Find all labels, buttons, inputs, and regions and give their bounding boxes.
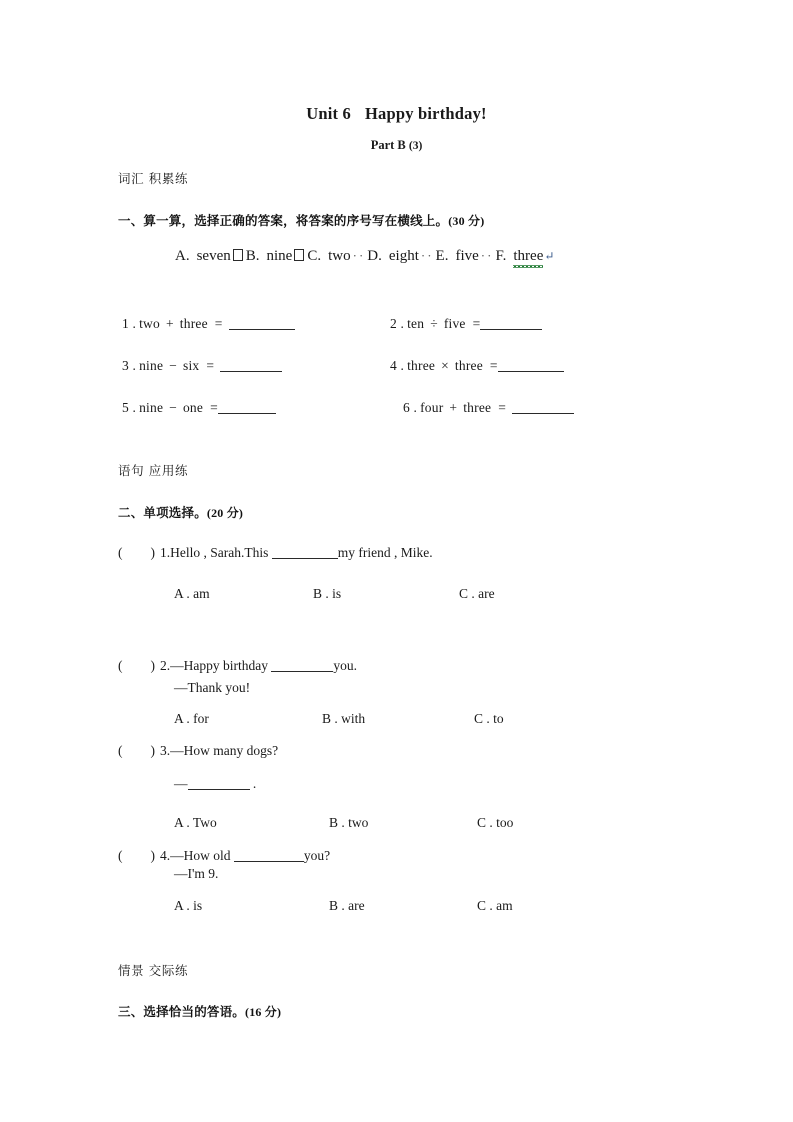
math-problem-1-number: 1 .: [122, 316, 137, 331]
page-title: [0, 104, 793, 124]
math-problem-1-operator: +: [165, 316, 174, 331]
question-2-text-after: you.: [333, 658, 357, 673]
question-1-option-c[interactable]: C . are: [459, 586, 495, 601]
title-main: Happy birthday!: [365, 104, 487, 123]
question-1-number: 1.: [160, 545, 171, 560]
option-bank-word-f: three: [513, 248, 544, 264]
question-4-option-c[interactable]: C . am: [477, 898, 513, 913]
question-3-option-b[interactable]: B . two: [329, 815, 369, 830]
missing-glyph-box-icon: [233, 249, 243, 261]
question-2-number: 2.: [160, 658, 171, 673]
question-2-answer-bracket[interactable]: ( ): [118, 658, 155, 673]
section-three-heading: [118, 1002, 281, 1020]
question-3-period: .: [249, 776, 257, 791]
math-problem-6-operator: +: [449, 400, 458, 415]
math-problem-4-number: 4 .: [390, 358, 405, 373]
band-label-vocabulary: 词汇 积累练: [118, 171, 189, 186]
section-one-points: (30 分): [448, 214, 485, 228]
math-problem-6-number: 6 .: [403, 400, 418, 415]
math-problem-1-operand-b: three: [179, 316, 208, 331]
option-bank-word-c: two: [328, 248, 351, 264]
question-1-blank[interactable]: [272, 558, 338, 559]
math-problem-5-answer-blank[interactable]: [218, 413, 276, 414]
question-2-option-b[interactable]: B . with: [322, 711, 366, 726]
math-problem-2-operand-a: ten: [407, 316, 425, 331]
section-one-heading: [118, 211, 484, 229]
option-bank-word-b: nine: [266, 248, 293, 264]
math-problem-4-operand-a: three: [407, 358, 436, 373]
option-bank-letter-b: B.: [245, 248, 260, 264]
math-problem-3-operand-b: six: [182, 358, 200, 373]
space-mark-icon: ··: [420, 248, 434, 263]
question-3-second-line: [174, 776, 256, 792]
math-problem-6-equals: =: [498, 400, 507, 415]
option-bank: [175, 248, 554, 265]
math-problem-5-number: 5 .: [122, 400, 137, 415]
option-bank-item-a: [175, 248, 231, 264]
math-problem-5-operator: −: [169, 400, 177, 415]
question-4-text-before: —How old: [170, 848, 234, 863]
title-unit: Unit 6: [306, 104, 351, 123]
question-1-text-before: Hello , Sarah.This: [170, 545, 272, 560]
question-4-blank[interactable]: [234, 861, 304, 862]
math-problem-4: [390, 358, 564, 374]
section-three-points: (16 分): [245, 1005, 282, 1019]
question-4-answer-bracket[interactable]: ( ): [118, 848, 155, 863]
question-4-option-b[interactable]: B . are: [329, 898, 365, 913]
question-1-option-a[interactable]: A . am: [174, 586, 210, 601]
question-3-dash: —: [174, 776, 188, 791]
math-problem-2-operand-b: five: [443, 316, 466, 331]
option-bank-item-c: [307, 248, 350, 264]
space-mark-icon: ··: [480, 248, 494, 263]
section-two-heading-text: 二、单项选择。: [118, 505, 207, 520]
math-problem-3-operand-a: nine: [139, 358, 164, 373]
question-1-answer-bracket[interactable]: ( ): [118, 545, 155, 560]
space-mark-icon: ··: [352, 248, 366, 263]
option-bank-word-e: five: [455, 248, 479, 264]
math-problem-3-operator: −: [169, 358, 177, 373]
math-problem-1: [122, 316, 295, 332]
subtitle-number: (3): [408, 140, 423, 152]
math-problem-4-answer-blank[interactable]: [498, 371, 564, 372]
option-bank-item-d: [367, 248, 419, 264]
math-problem-4-equals: =: [489, 358, 498, 373]
question-4-second-line: —I'm 9.: [174, 866, 219, 881]
question-2-text-before: —Happy birthday: [170, 658, 272, 673]
subtitle-part: Part B: [370, 138, 406, 152]
question-3-blank[interactable]: [188, 789, 250, 790]
math-problem-6: [403, 400, 574, 416]
question-4-number: 4.: [160, 848, 171, 863]
math-problem-5-operand-a: nine: [139, 400, 164, 415]
question-3-stem: [118, 743, 278, 759]
math-problem-2: [390, 316, 542, 332]
question-4-stem: [118, 848, 330, 864]
option-bank-letter-a: A.: [175, 248, 190, 264]
question-3-number: 3.: [160, 743, 171, 758]
band-label-sentences: 语句 应用练: [118, 463, 189, 478]
math-problem-3-answer-blank[interactable]: [220, 371, 282, 372]
math-problem-3-number: 3 .: [122, 358, 137, 373]
math-problem-6-operand-a: four: [420, 400, 444, 415]
math-problem-1-answer-blank[interactable]: [229, 329, 295, 330]
option-bank-letter-c: C.: [307, 248, 322, 264]
question-3-text-before: —How many dogs?: [170, 743, 279, 758]
question-2-blank[interactable]: [271, 671, 333, 672]
option-bank-item-b: [246, 248, 293, 264]
question-4-option-a[interactable]: A . is: [174, 898, 203, 913]
option-bank-item-f: [495, 248, 543, 264]
section-two-heading: [118, 503, 243, 521]
page-subtitle: [0, 138, 793, 153]
math-problem-4-operator: ×: [441, 358, 449, 373]
math-problem-1-equals: =: [214, 316, 223, 331]
math-problem-1-operand-a: two: [139, 316, 160, 331]
math-problem-2-number: 2 .: [390, 316, 405, 331]
option-bank-word-d: eight: [388, 248, 419, 264]
band-label-situational: 情景 交际练: [118, 963, 189, 978]
question-4-text-after: you?: [303, 848, 331, 863]
option-bank-letter-d: D.: [367, 248, 382, 264]
math-problem-2-answer-blank[interactable]: [480, 329, 542, 330]
math-problem-3: [122, 358, 282, 374]
option-bank-item-e: [436, 248, 479, 264]
math-problem-5-equals: =: [210, 400, 218, 415]
math-problem-6-operand-b: three: [463, 400, 492, 415]
option-bank-letter-e: E.: [435, 248, 449, 264]
question-2-second-line: —Thank you!: [174, 680, 251, 695]
math-problem-4-operand-b: three: [454, 358, 483, 373]
question-1-option-b[interactable]: B . is: [313, 586, 342, 601]
paragraph-mark-icon: ↵: [544, 249, 555, 263]
math-problem-2-operator: ÷: [430, 316, 438, 331]
section-two-points: (20 分): [206, 506, 244, 520]
question-2-option-a[interactable]: A . for: [174, 711, 209, 726]
math-problem-5: [122, 400, 276, 416]
math-problem-5-operand-b: one: [182, 400, 204, 415]
question-3-answer-bracket[interactable]: ( ): [118, 743, 155, 758]
option-bank-letter-f: F.: [495, 248, 507, 264]
math-problem-2-equals: =: [472, 316, 481, 331]
math-problem-6-answer-blank[interactable]: [512, 413, 574, 414]
option-bank-word-a: seven: [196, 248, 231, 264]
question-3-option-c[interactable]: C . too: [477, 815, 514, 830]
math-problem-3-equals: =: [206, 358, 215, 373]
section-one-heading-text: 一、算一算，选择正确的答案，将答案的序号写在横线上。: [118, 213, 449, 228]
missing-glyph-box-icon: [294, 249, 304, 261]
question-2-stem: [118, 658, 357, 674]
section-three-heading-text: 三、选择恰当的答语。: [118, 1004, 246, 1019]
question-2-option-c[interactable]: C . to: [474, 711, 504, 726]
question-1-stem: [118, 545, 433, 561]
question-3-option-a[interactable]: A . Two: [174, 815, 217, 830]
question-1-text-after: my friend , Mike.: [337, 545, 433, 560]
